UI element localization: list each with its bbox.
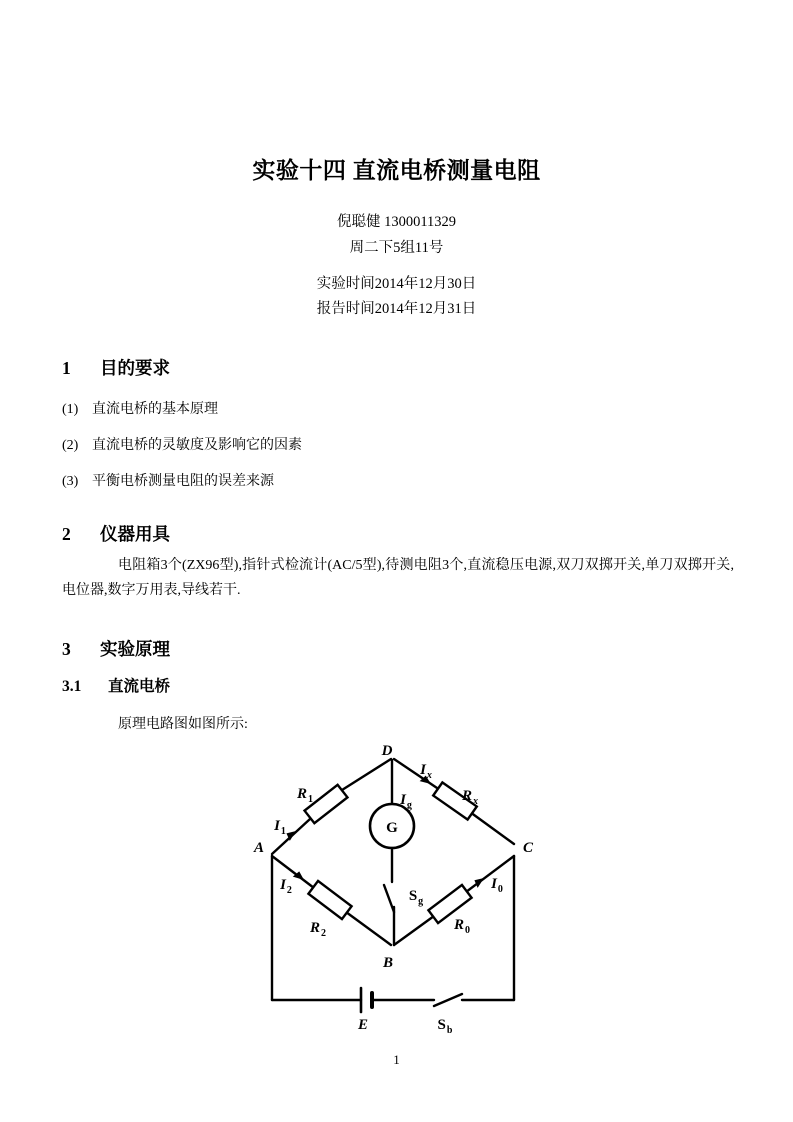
section-3-1-number: 3.1: [62, 678, 82, 695]
current-label-i2: $I_2$: [280, 877, 292, 896]
section-2-heading: [62, 521, 170, 546]
resistor-label-r0: $R_0$: [453, 917, 471, 936]
page-title: 实验十四 直流电桥测量电阻: [252, 158, 541, 183]
section-2-title: 仪器用具: [100, 524, 170, 544]
resistor-r0-body: [428, 885, 471, 923]
galvanometer-label: G: [386, 820, 398, 836]
section-1-heading: [62, 355, 170, 380]
wire-r2-b: [346, 912, 391, 945]
wire-r0-c: [466, 856, 514, 892]
section-3-title: 实验原理: [100, 639, 170, 659]
list-text: 直流电桥的基本原理: [92, 402, 218, 417]
section-1-number: 1: [62, 358, 71, 378]
author-group: 周二下5组11号: [349, 240, 444, 256]
list-marker: (1): [62, 402, 79, 417]
list-item: [62, 470, 274, 490]
section-1-title: 目的要求: [100, 358, 170, 378]
section-3-number: 3: [62, 639, 71, 659]
wire-b-r0: [394, 916, 434, 945]
wheatstone-bridge-svg: [248, 742, 554, 1042]
current-label-i1: $I_1$: [274, 818, 286, 837]
resistor-label-r2: $R_2$: [309, 920, 327, 939]
switch-sg-blade: [384, 885, 394, 912]
current-label-ig: $I_g$: [400, 792, 412, 811]
section-2-body: 电阻箱3个(ZX96型),指针式检流计(AC/5型),待测电阻3个,直流稳压电源,双刀双掷开关,单刀双掷开关,电位器,数字万用表,导线若干.: [62, 558, 734, 598]
wire-d-rx: [394, 759, 440, 790]
list-item: [62, 398, 218, 418]
list-text: 直流电桥的灵敏度及影响它的因素: [92, 438, 302, 453]
current-label-i0: $I_0$: [491, 876, 503, 895]
experiment-date: 实验时间2014年12月30日: [316, 276, 477, 292]
circuit-diagram-figure: [248, 742, 554, 1042]
page-number: 1: [393, 1052, 400, 1067]
section-3-1-body: 原理电路图如图所示:: [118, 717, 248, 732]
node-label-c: C: [522, 840, 534, 856]
current-label-ix: $I_x$: [420, 762, 432, 781]
node-label-d: D: [381, 743, 393, 759]
node-label-a: A: [253, 840, 265, 856]
list-text: 平衡电桥测量电阻的误差来源: [92, 474, 274, 489]
section-2-number: 2: [62, 524, 71, 544]
list-marker: (3): [62, 474, 79, 489]
section-3-1-title: 直流电桥: [108, 678, 171, 695]
switch-sb-blade: [434, 994, 462, 1006]
wire-a-r2: [272, 856, 314, 888]
resistor-label-rx: $R_x$: [461, 788, 479, 807]
section-3-heading: [62, 636, 170, 661]
author-name: 倪聪健 1300011329: [336, 214, 457, 230]
battery-label-e: E: [357, 1017, 369, 1033]
switch-label-sb: $S_b$: [437, 1017, 453, 1036]
list-item: [62, 434, 302, 454]
wire-r1-d: [342, 759, 391, 790]
resistor-label-r1: $R_1$: [296, 786, 314, 805]
wire-rx-c: [470, 812, 514, 844]
list-marker: (2): [62, 438, 79, 453]
resistor-r2-body: [308, 881, 351, 919]
switch-label-sg: $S_g$: [408, 888, 424, 907]
node-label-b: B: [382, 955, 394, 971]
report-date: 报告时间2014年12月31日: [316, 301, 477, 317]
section-3-1-heading: [62, 674, 170, 696]
